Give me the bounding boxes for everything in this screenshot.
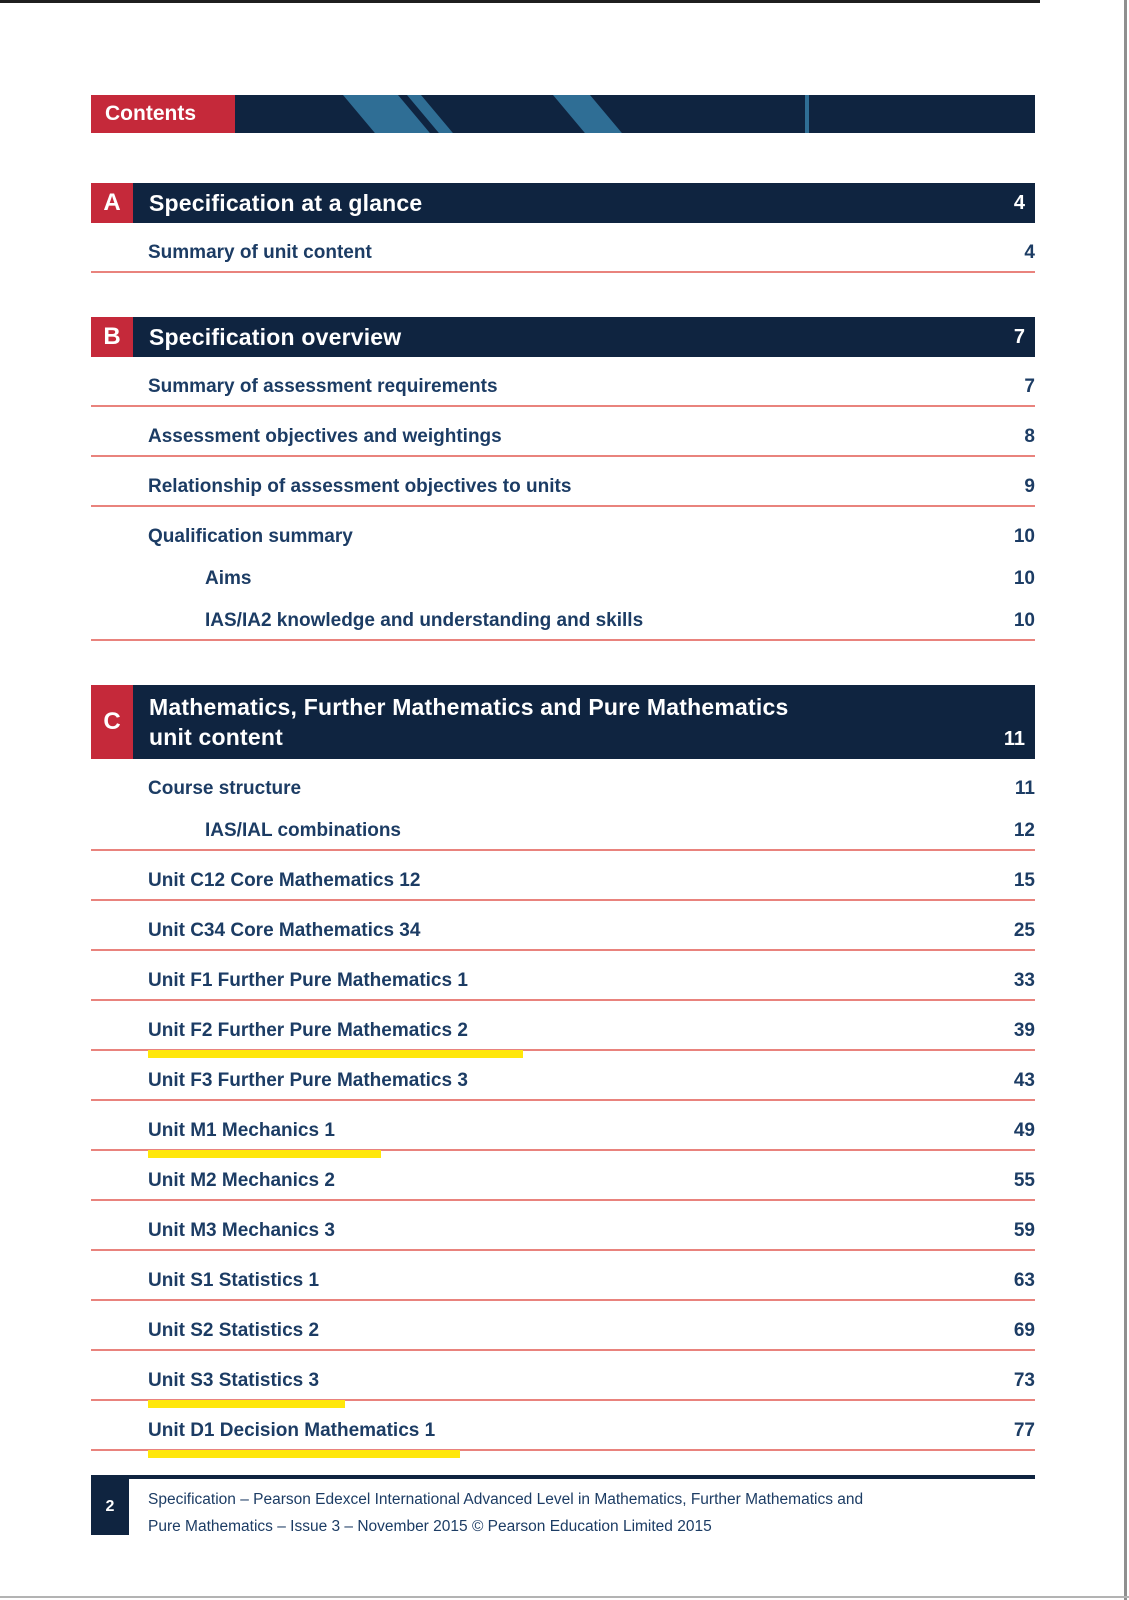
toc-row[interactable] — [91, 1109, 1035, 1151]
section-title-group — [133, 685, 1004, 759]
toc-entry-page: 25 — [1013, 920, 1035, 941]
toc-row[interactable] — [91, 859, 1035, 901]
toc-row[interactable] — [91, 1359, 1035, 1401]
toc-entry-label: Unit C12 Core Mathematics 12 — [148, 870, 421, 891]
toc-row[interactable] — [91, 599, 1035, 641]
contents-header-bar — [91, 95, 1035, 133]
yellow-highlight-mark — [148, 1150, 381, 1158]
yellow-highlight-mark — [148, 1400, 345, 1408]
section-title: Specification at a glance — [149, 190, 423, 216]
toc-entry-label: Unit S1 Statistics 1 — [148, 1270, 320, 1291]
footer-imprint-line1: Specification – Pearson Edexcel International Advanced Level in Mathematics, Further Mathematics and — [148, 1491, 864, 1508]
toc-entry-label: Course structure — [148, 778, 302, 799]
page-footer — [91, 1475, 1035, 1540]
toc-entry-page: 9 — [1024, 476, 1035, 497]
toc-row[interactable] — [91, 1259, 1035, 1301]
toc-entry-label: Unit F2 Further Pure Mathematics 2 — [148, 1020, 468, 1041]
toc-entry-label: Unit D1 Decision Mathematics 1 — [148, 1420, 436, 1441]
section-title-line2: unit content — [149, 724, 283, 750]
toc-entry-label: Unit F3 Further Pure Mathematics 3 — [148, 1070, 468, 1091]
toc-entry-label: Unit S3 Statistics 3 — [148, 1370, 320, 1391]
toc-entry-page: 10 — [1013, 610, 1035, 631]
toc-row[interactable] — [91, 909, 1035, 951]
contents-title: Contents — [91, 95, 235, 133]
toc-row[interactable] — [91, 1209, 1035, 1251]
toc-entry-label: Aims — [205, 568, 252, 589]
toc-row[interactable] — [91, 959, 1035, 1001]
section-page-number: 11 — [1003, 728, 1025, 750]
section-letter-badge: B — [91, 317, 133, 357]
toc-entry-label: Unit M1 Mechanics 1 — [148, 1120, 335, 1141]
diagonal-stripe — [553, 95, 622, 133]
toc-section-C — [91, 685, 1035, 1451]
footer-imprint — [148, 1479, 863, 1540]
toc-entry-page: 73 — [1013, 1370, 1035, 1391]
toc-row[interactable] — [91, 415, 1035, 457]
toc-entry-label: Unit S2 Statistics 2 — [148, 1320, 320, 1341]
toc-entry-page: 7 — [1024, 376, 1035, 397]
toc-entry-label: Unit C34 Core Mathematics 34 — [148, 920, 421, 941]
toc-entry-page: 10 — [1013, 526, 1035, 547]
toc-entry-page: 11 — [1014, 778, 1035, 799]
toc-entry-label: Qualification summary — [148, 526, 353, 547]
yellow-highlight-mark — [148, 1050, 523, 1058]
toc-entry-label: Unit M2 Mechanics 2 — [148, 1170, 335, 1191]
toc-row[interactable] — [91, 1059, 1035, 1101]
footer-body — [91, 1479, 1035, 1540]
section-title: Specification overview — [149, 324, 402, 350]
decorative-stripe-band — [235, 95, 1035, 133]
toc-row[interactable] — [91, 465, 1035, 507]
toc-entry-page: 39 — [1013, 1020, 1035, 1041]
toc-entry-label: Unit M3 Mechanics 3 — [148, 1220, 335, 1241]
toc-entry-page: 69 — [1013, 1320, 1035, 1341]
toc-row[interactable] — [91, 515, 1035, 549]
toc-entry-page: 8 — [1024, 426, 1035, 447]
section-title: Mathematics, Further Mathematics and Pure Mathematics — [149, 694, 789, 720]
section-header-bar — [91, 183, 1035, 223]
toc-entry-label: IAS/IA2 knowledge and understanding and skills — [205, 610, 644, 631]
yellow-highlight-mark — [148, 1450, 460, 1458]
toc-entry-page: 12 — [1013, 820, 1035, 841]
section-header-bar — [91, 317, 1035, 357]
toc-section-A — [91, 183, 1035, 273]
toc-entry-page: 59 — [1013, 1220, 1035, 1241]
section-letter-badge: C — [91, 685, 133, 759]
page-edge-bottom — [0, 1596, 1129, 1598]
toc-entry-page: 4 — [1024, 242, 1035, 263]
footer-page-number: 2 — [91, 1479, 129, 1535]
section-letter-badge: A — [91, 183, 133, 223]
section-title-group — [133, 183, 1014, 223]
toc-row[interactable] — [91, 231, 1035, 273]
page-edge-right — [1124, 0, 1127, 1600]
toc-entry-page: 77 — [1013, 1420, 1035, 1441]
toc-entry-page: 33 — [1013, 970, 1035, 991]
footer-imprint-line2: Pure Mathematics – Issue 3 – November 2015 © Pearson Education Limited 2015 — [148, 1518, 712, 1535]
toc-row[interactable] — [91, 767, 1035, 801]
section-page-number: 4 — [1013, 191, 1025, 214]
toc-entry-page: 10 — [1013, 568, 1035, 589]
toc-row[interactable] — [91, 365, 1035, 407]
toc-entry-page: 49 — [1013, 1120, 1035, 1141]
section-header-bar — [91, 685, 1035, 759]
toc-row[interactable] — [91, 557, 1035, 591]
toc-entry-label: Summary of unit content — [148, 242, 372, 263]
toc-entry-label: Assessment objectives and weightings — [148, 426, 502, 447]
toc-entry-label: Relationship of assessment objectives to units — [148, 476, 572, 497]
toc-sections — [91, 183, 1035, 1451]
toc-entry-page: 63 — [1013, 1270, 1035, 1291]
section-title-group — [133, 317, 1014, 357]
toc-entry-label: Unit F1 Further Pure Mathematics 1 — [148, 970, 468, 991]
page-edge-top — [0, 0, 1040, 3]
toc-entry-label: IAS/IAL combinations — [205, 820, 402, 841]
vertical-stripe — [805, 95, 809, 133]
page-content — [91, 95, 1035, 1540]
toc-section-B — [91, 317, 1035, 641]
section-page-number: 7 — [1013, 325, 1025, 348]
toc-row[interactable] — [91, 1309, 1035, 1351]
toc-row[interactable] — [91, 1009, 1035, 1051]
toc-entry-page: 43 — [1013, 1070, 1035, 1091]
toc-entry-label: Summary of assessment requirements — [148, 376, 498, 397]
toc-entry-page: 55 — [1013, 1170, 1035, 1191]
toc-row[interactable] — [91, 1159, 1035, 1201]
toc-row[interactable] — [91, 809, 1035, 851]
toc-entry-page: 15 — [1013, 870, 1035, 891]
toc-row[interactable] — [91, 1409, 1035, 1451]
